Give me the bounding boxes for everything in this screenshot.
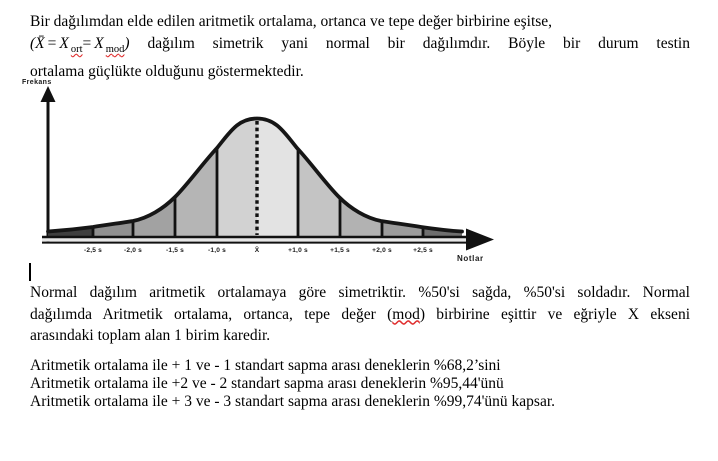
x-tick-labels	[84, 245, 433, 254]
paragraph-intro-line3: ortalama güçlükte olduğunu göstermektedir.	[30, 63, 304, 81]
formula-rparen: )	[124, 35, 130, 52]
region-mean-p1_0	[257, 114, 298, 236]
tick-mean-xbar: X̄	[254, 247, 260, 254]
tick-p1_0: +1,0 s	[288, 247, 308, 254]
paragraph-sigma-rules[interactable]	[30, 357, 715, 410]
paragraph-intro-line2-rest: dağılım simetrik yani normal bir dağılımdır. Böyle bir durum testin	[147, 35, 690, 52]
formula-equals-2: =	[82, 35, 92, 52]
formula-equals-1: =	[47, 35, 57, 52]
region-m1_0-mean	[217, 114, 257, 236]
text-cursor[interactable]	[29, 263, 31, 281]
paragraph-symmetry-line2	[30, 304, 690, 326]
x-axis-label: Notlar	[457, 254, 484, 263]
tick-p1_5: +1,5 s	[330, 247, 350, 254]
formula-sub-ort: ort	[70, 44, 83, 56]
paragraph-intro[interactable]	[30, 11, 690, 83]
mean-equality-formula	[30, 35, 130, 56]
formula-x-ort: X	[59, 35, 69, 52]
formula-xbar: X̄	[35, 35, 45, 52]
paragraph-symmetry-line1: Normal dağılım aritmetik ortalamaya göre simetriktir. %50'si sağda, %50'si soldadır. Normal	[30, 284, 690, 301]
paragraph-intro-line2	[30, 33, 690, 61]
region-fills	[48, 114, 462, 236]
region-p2_0-p2_5	[382, 114, 423, 236]
tick-m1_0: -1,0 s	[207, 247, 227, 254]
sigma-rule-2: Aritmetik ortalama ile +2 ve - 2 standart sapma arası deneklerin %95,44'ünü	[30, 374, 504, 392]
region-right-tail	[423, 114, 462, 236]
x-axis-bar-fill	[42, 238, 466, 242]
tick-p2_0: +2,0 s	[372, 247, 392, 254]
mod-spellcheck-word: mod	[392, 305, 420, 323]
paragraph-symmetry-line2-before: dağılımda Aritmetik ortalama, ortanca, tepe değer (	[30, 305, 393, 323]
paragraph-intro-line1: Bir dağılımdan elde edilen aritmetik ortalama, ortanca ve tepe değer birbirine eşitse,	[30, 13, 553, 30]
normal-distribution-diagram	[18, 76, 508, 258]
x-axis-arrowhead	[466, 229, 494, 251]
y-axis-label: Frekans	[22, 79, 52, 86]
sigma-rule-1: Aritmetik ortalama ile + 1 ve - 1 standart sapma arası deneklerin %68,2’sini	[30, 357, 501, 374]
y-axis-arrowhead	[41, 86, 56, 102]
tick-m2_0: -2,0 s	[123, 247, 143, 254]
tick-m1_5: -1,5 s	[165, 247, 185, 254]
paragraph-symmetry[interactable]	[30, 282, 690, 347]
sigma-rule-3: Aritmetik ortalama ile + 3 ve - 3 standart sapma arası deneklerin %99,74'ünü kapsar.	[30, 392, 556, 410]
region-left-tail	[48, 114, 93, 236]
formula-x-mod: X	[94, 35, 104, 52]
formula-lparen: (	[30, 35, 36, 52]
formula-sub-mod: mod	[105, 44, 125, 56]
region-m2_5-m2_0	[93, 114, 133, 236]
region-p1_5-p2_0	[340, 114, 382, 236]
paragraph-symmetry-line3: arasındaki toplam alan 1 birim karedir.	[30, 327, 271, 344]
tick-p2_5: +2,5 s	[413, 247, 433, 254]
tick-m2_5: -2,5 s	[83, 247, 103, 254]
paragraph-symmetry-line2-after: ) birbirine eşittir ve eğriyle X ekseni	[419, 305, 690, 323]
